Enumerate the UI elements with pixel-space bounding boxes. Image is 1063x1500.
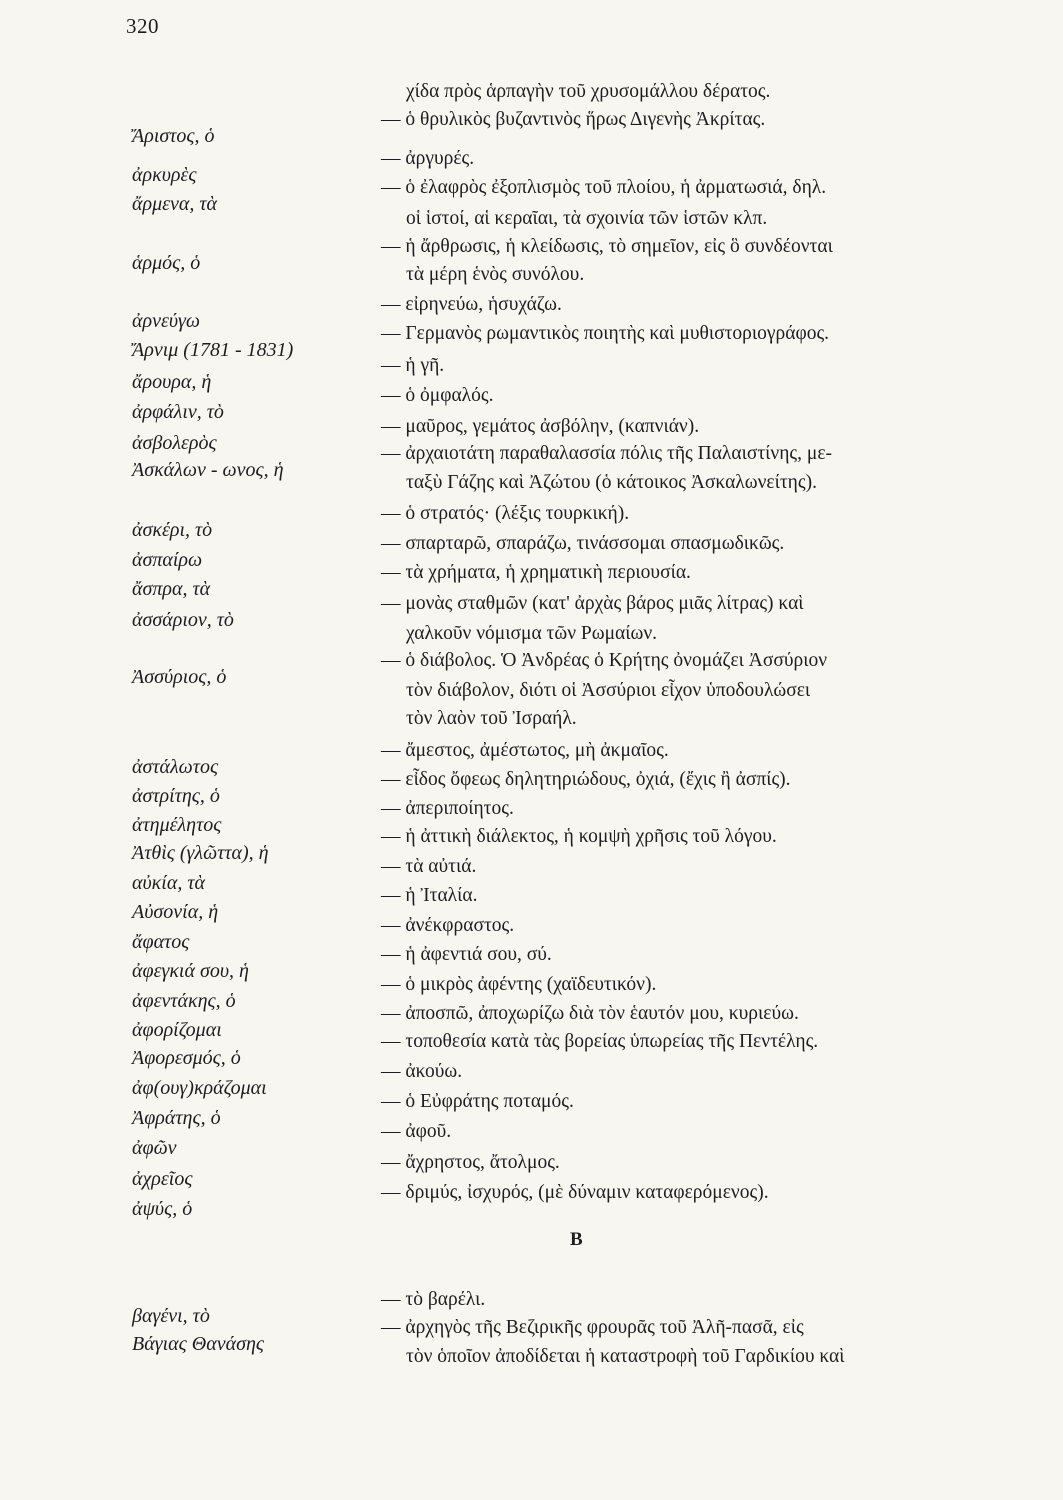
entry-term: Βάγιας Θανάσης (132, 1333, 264, 1355)
entry-term: ἀτημέλητος (132, 814, 222, 836)
entry-term: Ἄρνιμ (1781 - 1831) (132, 339, 294, 361)
entry-term: βαγένι, τὸ (132, 1305, 210, 1327)
entry-definition: — ἀρχηγὸς τῆς Βεζιρικῆς φρουρᾶς τοῦ Ἀλῆ-πασᾶ, εἰς (381, 1317, 804, 1338)
entry-definition: — ἀνέκφραστος. (381, 915, 515, 936)
entry-definition: — ἡ ἀφεντιά σου, σύ. (381, 944, 552, 965)
entry-line (0, 971, 1063, 1012)
section-heading: B (570, 1229, 583, 1250)
entry-definition: — ὁ θρυλικὸς βυζαντινὸς ἥρως Διγενὴς Ἀκρίτας. (381, 109, 766, 130)
entry-line (0, 261, 1063, 291)
entry-definition: — τὰ χρήματα, ἡ χρηματικὴ περιουσία. (381, 562, 691, 583)
entry-line (0, 1179, 1063, 1220)
entry-line (0, 620, 1063, 650)
entry-definition: — τὸ βαρέλι. (381, 1289, 486, 1310)
entry-line (0, 882, 1063, 923)
entry-line (0, 106, 1063, 147)
entry-term: ἄσπρα, τὰ (132, 578, 211, 600)
entry-term: ἀψύς, ὁ (132, 1198, 193, 1220)
entry-definition: — μαῦρος, γεμάτος ἀσβόλην, (καπνιάν). (381, 416, 700, 437)
entry-line (0, 1118, 1063, 1159)
entry-definition: — μονὰς σταθμῶν (κατ' ἀρχὰς βάρος μιᾶς λίτρας) καὶ (381, 593, 804, 614)
entry-line (0, 530, 1063, 571)
entry-definition: — ὁ μικρὸς ἀφέντης (χαϊδευτικόν). (381, 974, 657, 995)
entry-definition: — ὁ στρατός· (λέξις τουρκική). (381, 503, 630, 524)
entry-line (0, 1028, 1063, 1069)
entry-definition: — ἡ ἀττικὴ διάλεκτος, ἡ κομψὴ χρῆσις τοῦ λόγου. (381, 826, 777, 847)
entry-term: ἀφεγκιά σου, ἡ (132, 960, 249, 982)
entry-definition: — ὁ ὀμφαλός. (381, 385, 494, 406)
entry-line (0, 705, 1063, 735)
entry-definition: — ἄχρηστος, ἄτολμος. (381, 1152, 560, 1173)
entry-line (0, 853, 1063, 894)
entry-definition-continuation: τὸν λαὸν τοῦ Ἰσραήλ. (406, 708, 577, 729)
entry-definition: — ἀρχαιοτάτη παραθαλασσία πόλις τῆς Παλαιστίνης, με- (381, 443, 833, 464)
entry-line (0, 590, 1063, 631)
entry-definition-continuation: τὸν ὁποῖον ἀποδίδεται ἡ καταστροφὴ τοῦ Γαρδικίου καὶ (406, 1346, 845, 1367)
entry-line (0, 1000, 1063, 1041)
entry-term: ἀρνεύγω (132, 310, 201, 332)
entry-definition-continuation: χίδα πρὸς ἁρπαγὴν τοῦ χρυσομάλλου δέρατος. (406, 81, 771, 102)
entry-definition: — ἀκούω. (381, 1061, 463, 1082)
entry-definition-continuation: χαλκοῦν νόμισμα τῶν Ρωμαίων. (406, 623, 658, 644)
entry-term: ἀρκυρὲς (132, 164, 197, 186)
entry-definition: — ὁ Εὐφράτης ποταμός. (381, 1091, 574, 1112)
entry-line (0, 382, 1063, 423)
entry-term: ἀσβολερὸς (132, 432, 217, 454)
entry-definition-continuation: ταξὺ Γάζης καὶ Ἀζώτου (ὁ κάτοικος Ἀσκαλωνείτης). (406, 472, 817, 493)
entry-definition: — ἡ ἄρθρωσις, ἡ κλείδωσις, τὸ σημεῖον, εἰς ὃ συνδέονται (381, 236, 833, 257)
entry-term: ἄφατος (132, 931, 190, 953)
entry-line (0, 1058, 1063, 1099)
entry-term: Ἀφράτης, ὁ (132, 1107, 221, 1129)
entry-definition: — ἡ Ἰταλία. (381, 885, 478, 906)
entry-line (0, 766, 1063, 807)
entry-term: ἀφ(ουγ)κράζομαι (132, 1077, 267, 1099)
entry-term: ἀρφάλιν, τὸ (132, 401, 224, 423)
entry-line (0, 145, 1063, 186)
entry-line (0, 352, 1063, 393)
entry-line (0, 912, 1063, 953)
entry-line (0, 559, 1063, 600)
entry-line (0, 78, 1063, 108)
entry-line (0, 1149, 1063, 1190)
entry-definition: — ἀργυρές. (381, 148, 475, 169)
entry-term: ἀφῶν (132, 1137, 177, 1159)
entry-term: ἀσπαίρω (132, 549, 203, 571)
entry-term: ἀφορίζομαι (132, 1019, 222, 1041)
entry-definition: — ἀποσπῶ, ἀποχωρίζω διὰ τὸν ἑαυτόν μου, κυριεύω. (381, 1003, 799, 1024)
entry-line (0, 291, 1063, 332)
entry-term: ἀσσάριον, τὸ (132, 609, 234, 631)
entry-line (0, 469, 1063, 499)
entry-term: Ἀσσύριος, ὁ (132, 666, 227, 688)
entry-line (0, 1343, 1063, 1373)
entry-line (0, 1088, 1063, 1129)
entry-definition: — ἄμεστος, ἀμέστωτος, μὴ ἀκμαῖος. (381, 740, 669, 761)
entry-term: αὐκία, τὰ (132, 872, 205, 894)
entry-line (0, 320, 1063, 361)
entry-line (0, 823, 1063, 864)
entry-definition: — ὁ ἐλαφρὸς ἐξοπλισμὸς τοῦ πλοίου, ἡ ἀρματωσιά, δηλ. (381, 177, 827, 198)
entry-term: ἀστάλωτος (132, 756, 219, 778)
entry-definition: — ἀφοῦ. (381, 1121, 452, 1142)
entry-definition: — ἀπεριποίητος. (381, 798, 514, 819)
entry-term: ἀστρίτης, ὁ (132, 785, 220, 807)
page-number: 320 (126, 14, 159, 38)
entry-term: ἄρμενα, τὰ (132, 193, 218, 215)
entry-definition: — εἰρηνεύω, ἡσυχάζω. (381, 294, 562, 315)
entry-line (0, 233, 1063, 274)
entry-definition: — ἡ γῆ. (381, 355, 445, 376)
entry-definition: — Γερμανὸς ρωμαντικὸς ποιητὴς καὶ μυθιστοριογράφος. (381, 323, 830, 344)
entry-line (0, 737, 1063, 778)
entry-definition-continuation: τὰ μέρη ἑνὸς συνόλου. (406, 264, 585, 285)
entry-definition-continuation: τὸν διάβολον, διότι οἱ Ἀσσύριοι εἶχον ὑποδουλώσει (406, 680, 811, 701)
entry-line (0, 205, 1063, 235)
entry-term: Ἀτθὶς (γλῶττα), ἡ (132, 842, 269, 864)
entry-term: Ἀφορεσμός, ὁ (132, 1047, 241, 1069)
entry-term: ἀσκέρι, τὸ (132, 519, 213, 541)
entry-term: ἀχρεῖος (132, 1168, 193, 1190)
entry-term: ἁρμός, ὁ (132, 252, 201, 274)
entry-term: Ἄριστος, ὁ (132, 125, 215, 147)
entry-line (0, 500, 1063, 541)
entry-definition: — τοποθεσία κατὰ τὰς βορείας ὑπωρείας τῆς Πεντέλης. (381, 1031, 819, 1052)
entry-line (0, 440, 1063, 481)
entry-line (0, 1314, 1063, 1355)
entry-term: ἀφεντάκης, ὁ (132, 990, 236, 1012)
entry-line (0, 1286, 1063, 1327)
entry-term: Ἀσκάλων - ωνος, ἡ (132, 459, 284, 481)
entry-definition-continuation: οἱ ἱστοί, αἱ κεραῖαι, τὰ σχοινία τῶν ἱστῶν κλπ. (406, 208, 768, 229)
entry-line (0, 941, 1063, 982)
entry-term: Αὐσονία, ἡ (132, 901, 219, 923)
entry-line (0, 795, 1063, 836)
entry-definition: — ὁ διάβολος. Ὁ Ἀνδρέας ὁ Κρήτης ὀνομάζει Ἀσσύριον (381, 650, 828, 671)
entry-term: ἄρουρα, ἡ (132, 371, 212, 393)
entry-definition: — σπαρταρῶ, σπαράζω, τινάσσομαι σπασμωδικῶς. (381, 533, 785, 554)
entry-definition: — δριμύς, ἰσχυρός, (μὲ δύναμιν καταφερόμενος). (381, 1182, 769, 1203)
entry-line (0, 677, 1063, 707)
entry-definition: — εἶδος ὄφεως δηλητηριώδους, ὀχιά, (ἔχις ἢ ἀσπίς). (381, 769, 791, 790)
entry-line (0, 174, 1063, 215)
entry-definition: — τὰ αὐτιά. (381, 856, 477, 877)
entry-line (0, 647, 1063, 688)
